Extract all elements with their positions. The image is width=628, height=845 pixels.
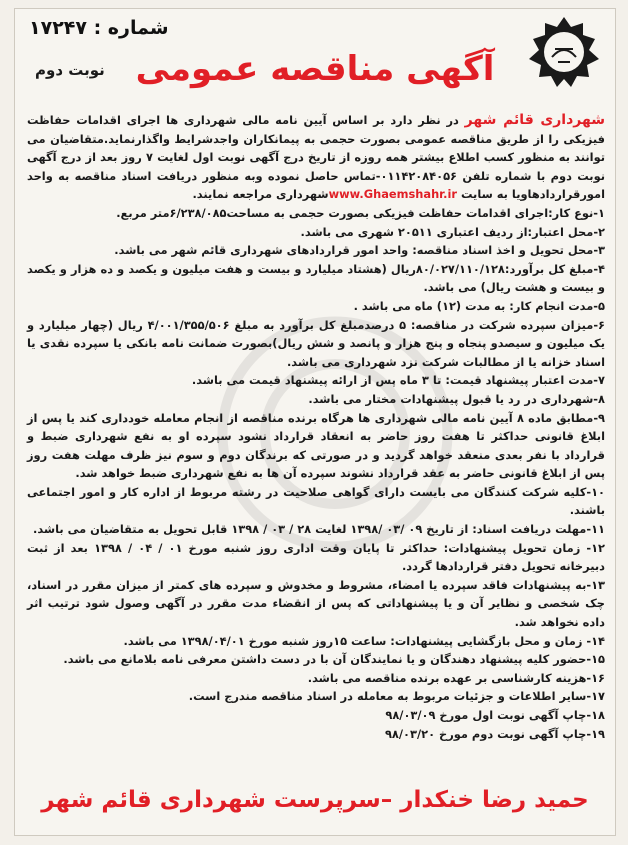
clause-16: ۱۶-هزینه کارشناسی بر عهده برنده مناقصه می باشد. xyxy=(307,670,605,685)
clause-8: ۸-شهرداری در رد یا قبول پیشنهادات مختار می باشد. xyxy=(308,391,605,406)
clause-13: ۱۳-به پیشنهادات فاقد سپرده یا امضاء، مشروط و مخدوش و سپرده های کمتر از میزان مقرر در اسناد، چک شخصی و نظایر آن و یا پیشنهاداتی که پس از انقضاء مدت مقرر در آگهی وصول شود ترتیب اثر داده نخواهد شد. xyxy=(27,577,605,630)
clause-12: ۱۲- زمان تحویل پیشنهادات: حداکثر تا پایان وقت اداری روز شنبه مورخ ۰۱ / ۰۴ / ۱۳۹۸ بعد از ثبت دبیرخانه تحویل دفتر قراردادها گردد. xyxy=(27,540,605,574)
website-link[interactable]: www.Ghaemshahr.ir xyxy=(328,187,458,202)
signature-line: حمید رضا خنکدار –سرپرست شهرداری قائم شهر xyxy=(41,787,589,813)
clause-7: ۷-مدت اعتبار پیشنهاد قیمت: تا ۳ ماه پس از ارائه پیشنهاد قیمت می باشد. xyxy=(191,373,605,388)
clause-4: ۴-مبلغ کل برآورد:۸۰/۰۲۷/۱۱۰/۱۲۸ریال (هشتاد میلیارد و بیست و هفت میلیون و یکصد و ده هزار و یکصد و بیست و هشت ریال) می باشد. xyxy=(27,261,605,295)
clause-18: ۱۸-چاپ آگهی نوبت اول مورخ ۹۸/۰۳/۰۹ xyxy=(385,708,605,722)
notice-title: آگهی مناقصه عمومی xyxy=(135,49,495,89)
notice-number: شماره : ۱۷۲۴۷ xyxy=(29,17,169,39)
clause-15: ۱۵-حضور کلیه پیشنهاد دهندگان و یا نمایندگان آن با در دست داشتن معرفی نامه بلامانع می باشد. xyxy=(63,652,605,667)
clause-14: ۱۴- زمان و محل بازگشایی پیشنهادات: ساعت ۱۵روز شنبه مورخ ۱۳۹۸/۰۴/۰۱ می باشد. xyxy=(123,633,605,648)
notice-page xyxy=(14,8,616,836)
publication-round: نوبت دوم xyxy=(35,61,105,79)
clause-3: ۳-محل تحویل و اخذ اسناد مناقصه: واحد امور قراردادهای شهرداری قائم شهر می باشد. xyxy=(114,243,605,258)
intro-text-1: در نظر دارد بر اساس آیین نامه مالی شهرداری ها اجرای اقدامات حفاظت فیزیکی را از طریق مناقصه عمومی بصورت حجمی به پیمانکاران واجدشرایط واگذارنماید.متقاضیان می توانند به منظور کسب اطلاع بیشتر همه روزه از تاریخ درج آگهی نوبت اول لغایت ۷ روز بعد از درج آگهی نوبت دوم با شماره تلفن ۰۱۱۴۲۰۸۴۰۵۶-تماس حاصل نموده وبه منظور دریافت اسناد مناقصه به واحد امورقراردادهاویا به سایت xyxy=(27,113,605,202)
notice-body xyxy=(27,111,605,743)
clause-9: ۹-مطابق ماده ۸ آیین نامه مالی شهرداری ها هرگاه برنده مناقصه از انجام معامله خودداری کند یا پس از ابلاغ قانونی حداکثر تا هفت روز حاضر به انعقاد قرارداد نشود سپرده او به نفع شهرداری ضبط و قرارداد با نفر بعدی منعقد خواهد گردید و در صورتی که برندگان دوم و سوم نیز ظرف مهلت هفت روز پس از ابلاغ قانونی حاضر به عقد قرارداد نشوند سپرده آن ها به نفع شهرداری ضبط خواهد شد. xyxy=(27,410,605,481)
clause-6: ۶-میزان سپرده شرکت در مناقصه: ۵ درصدمبلغ کل برآورد به مبلغ ۴/۰۰۱/۳۵۵/۵۰۶ ریال (چهار میلیارد و یک میلیون و سیصدو پنجاه و پنج هزار و پانصد و شش ریال)بصورت ضمانت نامه بانکی یا سپرده نقدی یا اسناد خزانه یا از مطالبات شرکت نزد شهرداری می باشد. xyxy=(27,317,605,369)
intro-paragraph xyxy=(27,111,605,204)
clause-11: ۱۱-مهلت دریافت اسناد: از تاریخ ۰۹ /۰۳ /۱۳۹۸ لغایت ۲۸ / ۰۳ / ۱۳۹۸ قابل تحویل به متقاضیان می باشد. xyxy=(33,522,605,537)
clause-17: ۱۷-سایر اطلاعات و جزئیات مربوط به معامله در اسناد مناقصه مندرج است. xyxy=(188,689,605,704)
intro-text-2: شهرداری مراجعه نمایند. xyxy=(192,187,329,202)
clause-10: ۱۰-کلیه شرکت کنندگان می بایست دارای گواهی صلاحیت در رشته مربوط از اداره کار و امور اجتماعی باشند. xyxy=(27,484,605,518)
organization-name: شهرداری قائم شهر xyxy=(464,112,606,128)
clause-19: ۱۹-چاپ آگهی نوبت دوم مورخ ۹۸/۰۳/۲۰ xyxy=(384,726,605,741)
clause-1: ۱-نوع کار:اجرای اقدامات حفاظت فیزیکی بصورت حجمی به مساحت۶/۲۳۸/۰۸۵متر مربع. xyxy=(116,205,605,220)
clause-2: ۲-محل اعتبار:از ردیف اعتباری ۲۰۵۱۱ شهری می باشد. xyxy=(300,224,605,239)
clause-5: ۵-مدت انجام کار: به مدت (۱۲) ماه می باشد . xyxy=(353,298,605,313)
